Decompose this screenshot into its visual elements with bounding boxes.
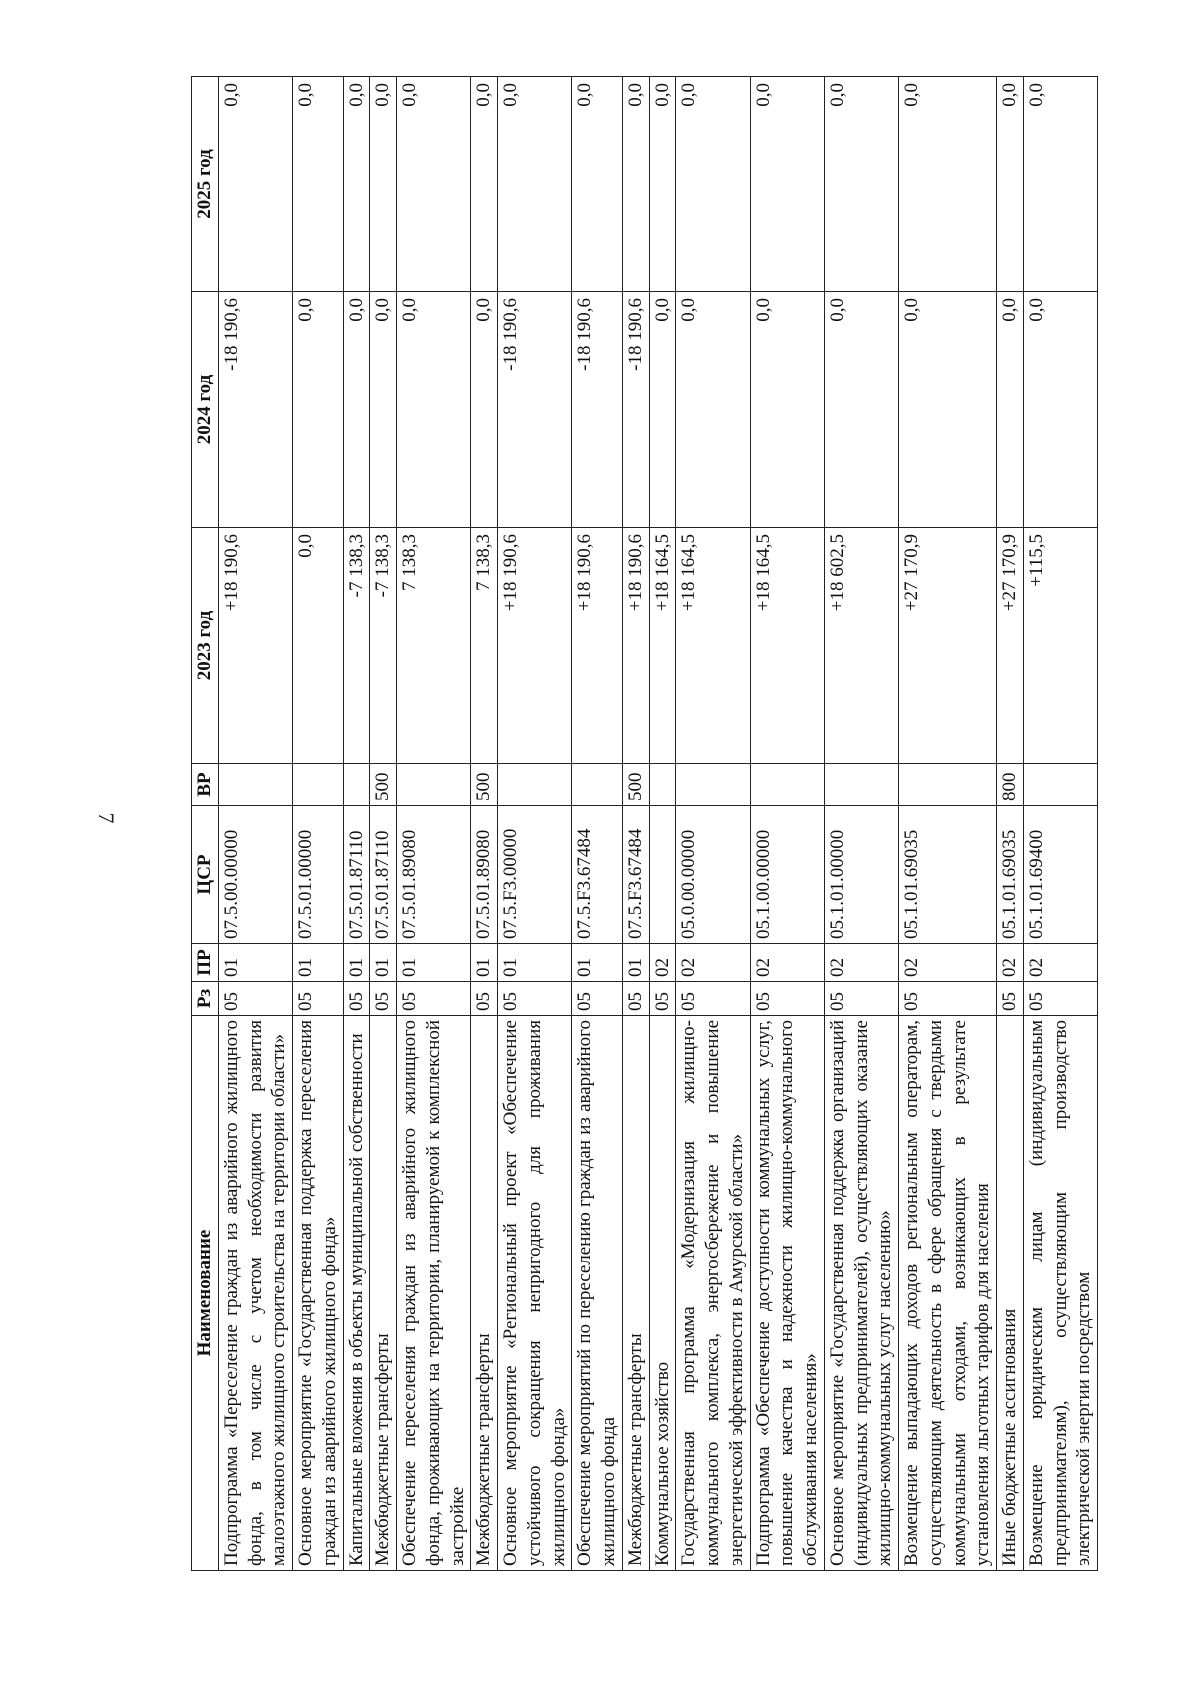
cell-csr: 05.1.01.69400 bbox=[1023, 806, 1097, 944]
cell-name: Межбюджетные трансферты bbox=[370, 1016, 397, 1571]
cell-y2023: +18 602,5 bbox=[824, 528, 898, 764]
cell-name: Обеспечение мероприятий по переселению граждан из аварийного жилищного фонда bbox=[572, 1016, 623, 1571]
cell-rz: 05 bbox=[1023, 982, 1097, 1016]
cell-rz: 05 bbox=[343, 982, 370, 1016]
cell-y2023: +18 164,5 bbox=[676, 528, 750, 764]
cell-y2024: 0,0 bbox=[899, 292, 997, 528]
cell-vr bbox=[649, 764, 676, 806]
cell-rz: 05 bbox=[824, 982, 898, 1016]
cell-rz: 05 bbox=[622, 982, 649, 1016]
cell-pr: 02 bbox=[899, 944, 997, 982]
cell-pr: 01 bbox=[370, 944, 397, 982]
cell-pr: 01 bbox=[498, 944, 572, 982]
cell-y2023: +18 164,5 bbox=[750, 528, 824, 764]
header-csr: ЦСР bbox=[192, 806, 219, 944]
cell-y2023: -7 138,3 bbox=[370, 528, 397, 764]
cell-pr: 02 bbox=[997, 944, 1024, 982]
cell-name: Государственная программа «Модернизация жилищно-коммунального комплекса, энергосбережение и повышение энергетической эффективности в Амурской области» bbox=[676, 1016, 750, 1571]
cell-rz: 05 bbox=[899, 982, 997, 1016]
table-row bbox=[649, 77, 676, 1571]
cell-vr bbox=[343, 764, 370, 806]
cell-vr bbox=[397, 764, 471, 806]
table-row bbox=[1023, 77, 1097, 1571]
cell-y2025: 0,0 bbox=[471, 77, 498, 292]
cell-y2024: 0,0 bbox=[676, 292, 750, 528]
cell-y2023: +115,5 bbox=[1023, 528, 1097, 764]
cell-name: Обеспечение переселения граждан из аварийного жилищного фонда, проживающих на территории, планируемой к комплексной застройке bbox=[397, 1016, 471, 1571]
cell-csr: 07.5.01.89080 bbox=[397, 806, 471, 944]
cell-y2023: +27 170,9 bbox=[899, 528, 997, 764]
cell-y2023: +18 190,6 bbox=[572, 528, 623, 764]
cell-csr: 05.1.01.69035 bbox=[997, 806, 1024, 944]
cell-csr: 07.5.00.00000 bbox=[218, 806, 292, 944]
table-row bbox=[218, 77, 292, 1571]
cell-y2024: 0,0 bbox=[824, 292, 898, 528]
header-2024: 2024 год bbox=[192, 292, 219, 528]
cell-pr: 01 bbox=[471, 944, 498, 982]
cell-y2024: 0,0 bbox=[750, 292, 824, 528]
cell-csr bbox=[649, 806, 676, 944]
cell-rz: 05 bbox=[293, 982, 344, 1016]
cell-rz: 05 bbox=[397, 982, 471, 1016]
cell-csr: 07.5.01.87110 bbox=[370, 806, 397, 944]
cell-csr: 07.5.01.00000 bbox=[293, 806, 344, 944]
cell-vr bbox=[572, 764, 623, 806]
cell-pr: 01 bbox=[397, 944, 471, 982]
budget-table bbox=[191, 76, 1098, 1571]
cell-y2025: 0,0 bbox=[997, 77, 1024, 292]
cell-y2024: 0,0 bbox=[370, 292, 397, 528]
cell-y2023: 0,0 bbox=[293, 528, 344, 764]
table-row bbox=[293, 77, 344, 1571]
table-header-row bbox=[192, 77, 219, 1571]
cell-y2023: 7 138,3 bbox=[397, 528, 471, 764]
cell-y2025: 0,0 bbox=[370, 77, 397, 292]
table-row bbox=[750, 77, 824, 1571]
cell-pr: 02 bbox=[824, 944, 898, 982]
cell-csr: 05.0.00.00000 bbox=[676, 806, 750, 944]
cell-vr bbox=[293, 764, 344, 806]
cell-csr: 05.1.01.69035 bbox=[899, 806, 997, 944]
cell-y2024: 0,0 bbox=[293, 292, 344, 528]
cell-rz: 05 bbox=[370, 982, 397, 1016]
cell-vr: 500 bbox=[471, 764, 498, 806]
cell-y2024: 0,0 bbox=[397, 292, 471, 528]
table-row bbox=[622, 77, 649, 1571]
header-rz: Рз bbox=[192, 982, 219, 1016]
cell-y2025: 0,0 bbox=[293, 77, 344, 292]
cell-y2024: 0,0 bbox=[343, 292, 370, 528]
cell-y2025: 0,0 bbox=[1023, 77, 1097, 292]
table-row bbox=[370, 77, 397, 1571]
cell-rz: 05 bbox=[676, 982, 750, 1016]
cell-name: Возмещение выпадающих доходов региональным операторам, осуществляющим деятельность в сфере обращения с твердыми коммунальными отходами, возникающих в результате установления льготных тарифов для населения bbox=[899, 1016, 997, 1571]
cell-csr: 07.5.01.89080 bbox=[471, 806, 498, 944]
cell-y2025: 0,0 bbox=[824, 77, 898, 292]
cell-rz: 05 bbox=[572, 982, 623, 1016]
cell-name: Основное мероприятие «Государственная поддержка переселения граждан из аварийного жилищного фонда» bbox=[293, 1016, 344, 1571]
cell-name: Основное мероприятие «Государственная поддержка организаций (индивидуальных предпринимателей), осуществляющих оказание жилищно-коммунальных услуг населению» bbox=[824, 1016, 898, 1571]
cell-y2025: 0,0 bbox=[649, 77, 676, 292]
cell-csr: 07.5.01.87110 bbox=[343, 806, 370, 944]
cell-y2023: +27 170,9 bbox=[997, 528, 1024, 764]
cell-y2025: 0,0 bbox=[218, 77, 292, 292]
cell-csr: 07.5.F3.67484 bbox=[622, 806, 649, 944]
cell-vr: 500 bbox=[622, 764, 649, 806]
cell-y2025: 0,0 bbox=[343, 77, 370, 292]
cell-y2023: +18 190,6 bbox=[622, 528, 649, 764]
cell-y2023: +18 164,5 bbox=[649, 528, 676, 764]
cell-y2023: -7 138,3 bbox=[343, 528, 370, 764]
cell-vr bbox=[218, 764, 292, 806]
table-row bbox=[676, 77, 750, 1571]
cell-csr: 05.1.01.00000 bbox=[824, 806, 898, 944]
cell-vr bbox=[750, 764, 824, 806]
cell-rz: 05 bbox=[218, 982, 292, 1016]
cell-name: Межбюджетные трансферты bbox=[622, 1016, 649, 1571]
cell-y2024: 0,0 bbox=[997, 292, 1024, 528]
rotated-table-page bbox=[191, 77, 1200, 1571]
header-2023: 2023 год bbox=[192, 528, 219, 764]
cell-y2024: -18 190,6 bbox=[572, 292, 623, 528]
cell-rz: 05 bbox=[471, 982, 498, 1016]
cell-y2024: -18 190,6 bbox=[498, 292, 572, 528]
cell-pr: 01 bbox=[293, 944, 344, 982]
cell-y2023: +18 190,6 bbox=[218, 528, 292, 764]
header-vr: ВР bbox=[192, 764, 219, 806]
cell-y2025: 0,0 bbox=[572, 77, 623, 292]
cell-y2025: 0,0 bbox=[397, 77, 471, 292]
cell-y2024: -18 190,6 bbox=[622, 292, 649, 528]
cell-y2025: 0,0 bbox=[622, 77, 649, 292]
cell-name: Иные бюджетные ассигнования bbox=[997, 1016, 1024, 1571]
cell-pr: 02 bbox=[750, 944, 824, 982]
cell-rz: 05 bbox=[498, 982, 572, 1016]
cell-name: Возмещение юридическим лицам (индивидуальным предпринимателям), осуществляющим производство электрической энергии посредством bbox=[1023, 1016, 1097, 1571]
cell-y2025: 0,0 bbox=[750, 77, 824, 292]
cell-y2025: 0,0 bbox=[498, 77, 572, 292]
header-2025: 2025 год bbox=[192, 77, 219, 292]
cell-vr bbox=[824, 764, 898, 806]
cell-pr: 02 bbox=[649, 944, 676, 982]
table-row bbox=[572, 77, 623, 1571]
cell-name: Межбюджетные трансферты bbox=[471, 1016, 498, 1571]
cell-vr bbox=[676, 764, 750, 806]
cell-rz: 05 bbox=[997, 982, 1024, 1016]
cell-vr: 800 bbox=[997, 764, 1024, 806]
cell-rz: 05 bbox=[649, 982, 676, 1016]
cell-vr bbox=[498, 764, 572, 806]
cell-name: Подпрограмма «Переселение граждан из аварийного жилищного фонда, в том числе с учетом необходимости развития малоэтажного жилищного строительства на территории области» bbox=[218, 1016, 292, 1571]
cell-name: Коммунальное хозяйство bbox=[649, 1016, 676, 1571]
cell-csr: 05.1.00.00000 bbox=[750, 806, 824, 944]
table-row bbox=[899, 77, 997, 1571]
page-number: 7 bbox=[94, 812, 119, 824]
cell-y2024: -18 190,6 bbox=[218, 292, 292, 528]
header-name: Наименование bbox=[192, 1016, 219, 1571]
cell-name: Подпрограмма «Обеспечение доступности коммунальных услуг, повышение качества и надежности жилищно-коммунального обслуживания населения» bbox=[750, 1016, 824, 1571]
cell-vr: 500 bbox=[370, 764, 397, 806]
cell-y2024: 0,0 bbox=[471, 292, 498, 528]
cell-csr: 07.5.F3.00000 bbox=[498, 806, 572, 944]
table-row bbox=[471, 77, 498, 1571]
table-row bbox=[824, 77, 898, 1571]
cell-y2024: 0,0 bbox=[649, 292, 676, 528]
cell-y2024: 0,0 bbox=[1023, 292, 1097, 528]
cell-y2025: 0,0 bbox=[899, 77, 997, 292]
header-pr: ПР bbox=[192, 944, 219, 982]
table-row bbox=[397, 77, 471, 1571]
cell-csr: 07.5.F3.67484 bbox=[572, 806, 623, 944]
table-row bbox=[997, 77, 1024, 1571]
cell-y2023: 7 138,3 bbox=[471, 528, 498, 764]
table-row bbox=[343, 77, 370, 1571]
cell-pr: 01 bbox=[622, 944, 649, 982]
cell-rz: 05 bbox=[750, 982, 824, 1016]
cell-vr bbox=[899, 764, 997, 806]
cell-pr: 01 bbox=[218, 944, 292, 982]
cell-pr: 01 bbox=[572, 944, 623, 982]
cell-vr bbox=[1023, 764, 1097, 806]
cell-name: Капитальные вложения в объекты муниципальной собственности bbox=[343, 1016, 370, 1571]
cell-pr: 02 bbox=[676, 944, 750, 982]
table-row bbox=[498, 77, 572, 1571]
cell-pr: 01 bbox=[343, 944, 370, 982]
cell-y2023: +18 190,6 bbox=[498, 528, 572, 764]
cell-y2025: 0,0 bbox=[676, 77, 750, 292]
cell-name: Основное мероприятие «Региональный проект «Обеспечение устойчивого сокращения непригодного для проживания жилищного фонда» bbox=[498, 1016, 572, 1571]
cell-pr: 02 bbox=[1023, 944, 1097, 982]
